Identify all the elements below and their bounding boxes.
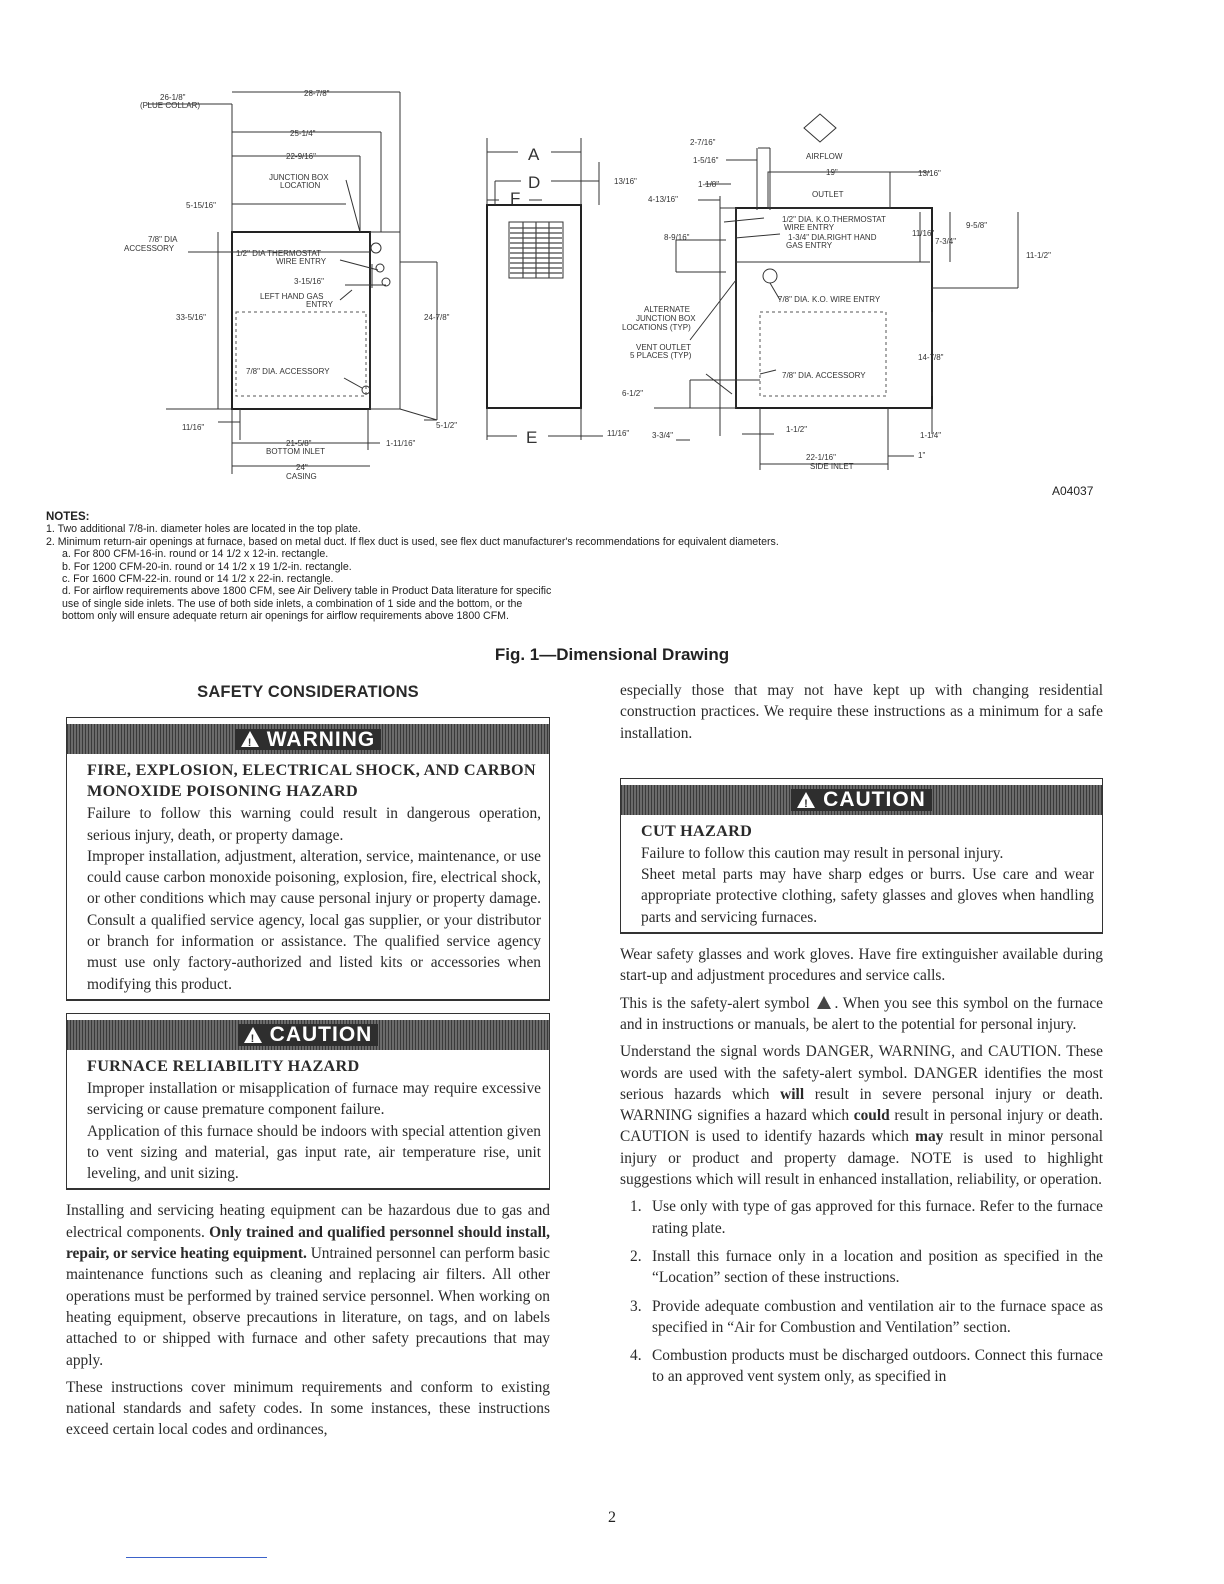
accessory-78-label: 7/8" DIA. ACCESSORY [246,367,330,376]
junction-box-label-2: LOCATION [280,181,321,190]
bottom-inlet-outline [236,312,366,396]
outlet-label: OUTLET [812,190,844,199]
dim-1-1-4: 1-1/4" [920,431,942,440]
installing-paragraph: Installing and servicing heating equipment can be hazardous due to gas and electrical components. Only trained and qualified personnel should install, repair, or service heating equipment. Untrained personnel can perform basic maintenance functions such as cleaning and replacing air filters. All other operations must be performed by trained service personnel. When working on heating equipment, observe precautions in literature, on tags, and on labels attached to or shipped with furnace and other safety precautions that may apply. [66,1202,551,1369]
side-gas-circle [763,269,777,283]
cut-hazard-para-2: Sheet metal parts may have sharp edges or burrs. Use care and wear appropriate protective clothing, safety glasses and gloves when handling parts and servicing furnaces. [641,866,1094,926]
vent-outlet-label-1: VENT OUTLET [636,343,691,352]
top-width-dim: 28-7/8" [304,89,330,98]
dim-21-5-8: 21-5/8" [286,439,312,448]
side-vent-strip [720,208,736,408]
cut-hazard-para-1: Failure to follow this caution may result in personal injury. [641,844,1004,862]
caution-para-1: Improper installation or misapplication of furnace may require excessive servicing or cause premature component failure. [87,1079,541,1119]
left-casing-side [370,232,400,409]
section-title: SAFETY CONSIDERATIONS [197,683,419,701]
caution-para-2: Application of this furnace should be indoors with special attention given to vent sizing and material, gas input rate, air temperature rise, unit leveling, and unit sizing. [87,1122,541,1183]
left-view [124,89,457,481]
vent-outlet-label-2: 5 PLACES (TYP) [630,351,692,360]
warning-box [66,717,550,1001]
ko-thermostat-label-1: 1/2" DIA. K.O.THERMOSTAT [782,215,886,224]
dim-3-3-4: 3-3/4" [652,431,674,440]
accessory-label: ACCESSORY [124,244,175,253]
flue-collar-dim: 26-1/8" [160,93,186,102]
letter-a: A [528,145,540,164]
dim-9-5-8: 9-5/8" [966,221,988,230]
right-column [620,680,1103,1395]
accessory-dia-label: 7/8" DIA [148,235,178,244]
warning-banner [67,724,549,754]
dimensional-drawing [0,0,1224,505]
safety-symbol-paragraph: This is the safety-alert symbol . When you see this symbol on the furnace and in instructions or manuals, be alert to the potential for personal injury. [620,994,1103,1033]
safety-instructions-list [620,1196,1103,1387]
reliability-caution-box [66,1013,550,1190]
front-dim-13-16: 13/16" [614,177,637,186]
front-dim-11-16: 11/16" [607,429,630,438]
dim-8-9-16: 8-9/16" [664,233,690,242]
dim-6-1-2: 6-1/2" [622,389,644,398]
ko-wire-entry-label: 7/8" DIA. K.O. WIRE ENTRY [778,295,881,304]
safety-alert-icon [241,731,259,747]
page-number: 2 [608,1509,616,1526]
dim-1-1-2: 1-1/2" [786,425,808,434]
note-2: 2. Minimum return-air openings at furnace, based on metal duct. If flex duct is used, see flex duct manufacturer's recommendations for equivalent diameters. [46,535,779,548]
instructions-paragraph: These instructions cover minimum requirements and conform to existing national standards and safety codes. In some instances, these instructions exceed certain local codes and ordinances, [66,1378,550,1439]
caution-banner [621,785,1102,815]
flue-collar-label: (FLUE COLLAR) [140,101,201,110]
warning-para-1: Failure to follow this warning could result in dangerous operation, serious injury, death, or property damage. [87,805,541,844]
thermostat-circle [376,264,384,272]
letter-e: E [526,428,538,447]
dim-11-16: 11/16" [182,423,205,432]
warning-label: WARNING [266,727,376,751]
note-2d-line2: use of single side inlets. The use of both side inlets, a combination of 1 side and the bottom, or the [62,597,523,610]
alternate-label-2: JUNCTION BOX [636,314,696,323]
dim-1-5-16: 1-5/16" [693,156,719,165]
note-2b: b. For 1200 CFM-20-in. round or 14 1/2 x 19 1/2-in. rectangle. [62,560,352,573]
safety-alert-icon [244,1027,262,1043]
side-dim-13-16: 13/16" [918,169,941,178]
notes-heading: NOTES: [46,511,90,523]
signal-words-paragraph: Understand the signal words DANGER, WARNING, and CAUTION. These words are used with the safety-alert symbol. DANGER identifies the most serious hazards which will result in severe personal injury or death. WARNING signifies a hazard which could result in personal injury or death. CAUTION is used to identify hazards which may result in minor personal injury or product and property damage. NOTE is used to highlight suggestions which will result in enhanced installation, reliability, or operation. [620,1043,1103,1189]
warning-para-2: Improper installation, adjustment, alteration, service, maintenance, or use could cause carbon monoxide poisoning, explosion, fire, electrical shock, or other conditions which may cause personal injury or property damage. Consult a qualified service agency, local gas supplier, or your distributor or branch for information or assistance. The qualified service agency must use only factory-authorized and listed kits or accessories when modifying this product. [87,847,541,993]
cut-hazard-caution-box [620,778,1103,934]
dim-22-9-16: 22-9/16" [286,152,316,161]
dim-19: 19" [826,168,838,177]
caution-title: FURNACE RELIABILITY HAZARD [87,1056,360,1075]
figure-code: A04037 [1052,484,1094,498]
list-item: 4. Combustion products must be discharged outdoors. Connect this furnace to an approved vent system only, as specified in [630,1347,1103,1386]
dim-1: 1" [918,451,926,460]
list-item: 2. Install this furnace only in a location and position as specified in the “Location” section of these instructions. [630,1247,1103,1287]
dim-24-7-8: 24-7/8" [424,313,450,322]
dim-3-15-16: 3-15/16" [294,277,324,286]
caution-label: CAUTION [269,1023,373,1047]
dim-5-1-2: 5-1/2" [436,421,458,430]
safety-alert-symbol-icon [817,996,831,1009]
dim-22-1-16: 22-1/16" [806,453,836,462]
dim-1-11-16: 1-11/16" [386,439,416,448]
dim-4-13-16: 4-13/16" [648,195,678,204]
safety-glasses-paragraph: Wear safety glasses and work gloves. Have fire extinguisher available during start-up and adjustment procedures and service calls. [620,946,1103,985]
dim-1-1-8: 1-1/8" [698,180,720,189]
airflow-label: AIRFLOW [806,152,843,161]
safety-alert-icon [797,792,815,808]
dim-7-3-4: 7-3/4" [935,237,957,246]
footer-rule [126,1557,267,1558]
note-1: 1. Two additional 7/8-in. diameter holes are located in the top plate. [46,523,361,536]
caution-label: CAUTION [823,788,926,812]
alternate-label-3: LOCATIONS (TYP) [622,323,691,332]
ko-thermostat-label-2: WIRE ENTRY [784,223,835,232]
airflow-arrow-icon [804,114,836,142]
dim-11-1-2: 11-1/2" [1026,251,1051,260]
cut-hazard-title: CUT HAZARD [641,821,753,840]
side-accessory-label: 7/8" DIA. ACCESSORY [782,371,866,380]
dim-24: 24" [296,463,308,472]
continued-paragraph: especially those that may not have kept up with changing residential construction practices. We require these instructions as a minimum for a safe installation. [620,682,1103,742]
left-gas-label-1: LEFT HAND GAS [260,292,324,301]
right-gas-label-1: 1-3/4" DIA.RIGHT HAND [788,233,877,242]
caution-banner [67,1020,549,1050]
dim-33-5-16: 33-5/16" [176,313,206,322]
side-inlet-outline [760,312,886,396]
alternate-label-1: ALTERNATE [644,305,690,314]
thermostat-label-1: 1/2" DIA THERMOSTAT [236,249,322,258]
left-column [66,680,550,1447]
drawing-notes [46,511,1166,623]
dim-5-15-16: 5-15/16" [186,201,216,210]
side-dim-11-16: 11/16" [912,229,935,238]
bottom-inlet-label: BOTTOM INLET [266,447,325,456]
front-view [487,138,637,447]
dim-14-7-8: 14-7/8" [918,353,944,362]
dim-25-1-4: 25-1/4" [290,129,316,138]
junction-box-circle [371,243,381,253]
side-inlet-label: SIDE INLET [810,462,854,471]
right-gas-label-2: GAS ENTRY [786,241,833,250]
figure-caption: Fig. 1—Dimensional Drawing [494,645,730,664]
note-2d-line3: bottom only will ensure adequate return air openings for airflow requirements above 1800 CFM. [62,610,509,623]
dim-2-7-16: 2-7/16" [690,138,716,147]
qualified-personnel-emphasis: Only trained and qualified personnel should install, repair, or service heating equipment. [66,1223,550,1263]
casing-label: CASING [286,472,317,481]
side-view [622,114,1051,471]
front-casing-outline [487,205,581,408]
thermostat-label-2: WIRE ENTRY [276,257,327,266]
warning-title: FIRE, EXPLOSION, ELECTRICAL SHOCK, AND CARBON MONOXIDE POISONING HAZARD [87,761,536,801]
letter-f: F [510,189,521,208]
letter-d: D [528,173,541,192]
list-item: 1. Use only with type of gas approved for this furnace. Refer to the furnace rating plate. [630,1198,1103,1237]
junction-box-label-1: JUNCTION BOX [269,173,329,182]
note-2d-line1: d. For airflow requirements above 1800 CFM, see Air Delivery table in Product Data literature for specific [62,585,552,598]
list-item: 3. Provide adequate combustion and ventilation air to the furnace space as specified in “Air for Combustion and Ventilation” section. [630,1297,1103,1336]
left-gas-label-2: ENTRY [306,300,333,309]
note-2a: a. For 800 CFM-16-in. round or 14 1/2 x 12-in. rectangle. [62,548,329,561]
note-2c: c. For 1600 CFM-22-in. round or 14 1/2 x 22-in. rectangle. [62,573,334,586]
